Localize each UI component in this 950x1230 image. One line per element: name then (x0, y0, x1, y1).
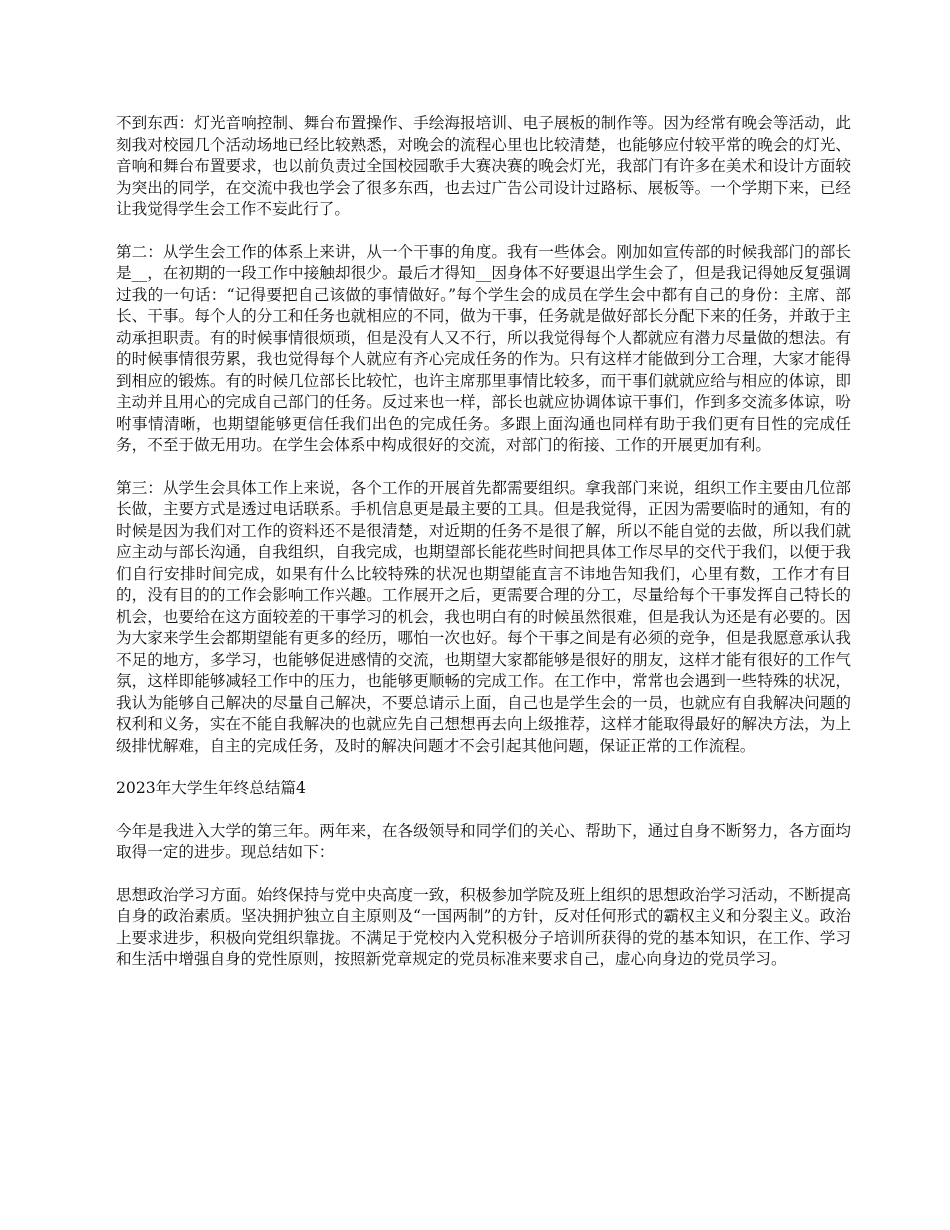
paragraph-third-year-intro: 今年是我进入大学的第三年。两年来，在各级领导和同学们的关心、帮助下，通过自身不断努力，各方面均取得一定的进步。现总结如下： (116, 821, 851, 861)
paragraph-third-specific-work: 第三：从学生会具体工作上来说，各个工作的开展首先都需要组织。拿我部门来说，组织工作主要由几位部长做，主要方式是透过电话联系。手机信息更是最主要的工具。但是我觉得，正因为需要临时的通知，有的时候是因为我们对工作的资料还不是很清楚，对近期的任务不是很了解，所以不能自觉的去做，所以我们就应主动与部长沟通，自我组织，自我完成，也期望部长能花些时间把具体工作尽早的交代于我们，以便于我们自行安排时间完成，如果有什么比较特殊的状况也期望能直言不讳地告知我们，心里有数，工作才有目的，没有目的的工作会影响工作兴趣。工作展开之后，更需要合理的分工，尽量给每个干事发挥自己特长的机会，也要给在这方面较差的干事学习的机会，我也明白有的时候虽然很难，但是我认为还是有必要的。因为大家来学生会都期望能有更多的经历，哪怕一次也好。每个干事之间是有必须的竞争，但是我愿意承认我不足的地方，多学习，也能够促进感情的交流，也期望大家都能够是很好的朋友，这样才能有很好的工作气氛，这样即能够减轻工作中的压力，也能够更顺畅的完成工作。在工作中，常常也会遇到一些特殊的状况，我认为能够自己解决的尽量自己解决，不要总请示上面，自己也是学生会的一员，也就应有自我解决问题的权利和义务，实在不能自我解决的也就应先自己想想再去向上级推荐，这样才能取得最好的解决方法，为上级排忧解难，自主的完成任务，及时的解决问题才不会引起其他问题，保证正常的工作流程。 (116, 478, 851, 755)
section-heading: 2023年大学生年终总结篇4 (116, 779, 306, 797)
paragraph-lighting-and-stage-work: 不到东西：灯光音响控制、舞台布置操作、手绘海报培训、电子展板的制作等。因为经常有晚会等活动，此刻我对校园几个活动场地已经比较熟悉，对晚会的流程心里也比较清楚，也能够应付较平常的晚会的灯光、音响和舞台布置要求，也以前负责过全国校园歌手大赛决赛的晚会灯光，我部门有许多在美术和设计方面较为突出的同学，在交流中我也学会了很多东西，也去过广告公司设计过路标、展板等。一个学期下来，已经让我觉得学生会工作不妄此行了。 (116, 114, 851, 218)
paragraph-second-system-perspective: 第二：从学生会工作的体系上来讲，从一个干事的角度。我有一些体会。刚加如宣传部的时候我部门的部长是__，在初期的一段工作中接触却很少。最后才得知__因身体不好要退出学生会了，但是我记得她反复强调过我的一句话：“记得要把自己该做的事情做好。”每个学生会的成员在学生会中都有自己的身份：主席、部长、干事。每个人的分工和任务也就相应的不同，做为干事，任务就是做好部长分配下来的任务，并敢于主动承担职责。有的时候事情很烦琐，但是没有人又不行，所以我觉得每个人都就应有潜力尽量做的想法。有的时候事情很劳累，我也觉得每个人就应有齐心完成任务的作为。只有这样才能做到分工合理，大家才能得到相应的锻炼。有的时候几位部长比较忙，也许主席那里事情比较多，而干事们就就应给与相应的体谅，即主动并且用心的完成自己部门的任务。反过来也一样，部长也就应协调体谅干事们，作到多交流多体谅，吩咐事情清晰，也期望能够更信任我们出色的完成任务。多跟上面沟通也同样有助于我们更有目性的完成任务，不至于做无用功。在学生会体系中构成很好的交流，对部门的衔接、工作的开展更加有利。 (116, 242, 851, 454)
document-page (116, 113, 851, 992)
paragraph-political-study: 思想政治学习方面。始终保持与党中央高度一致，积极参加学院及班上组织的思想政治学习活动，不断提高自身的政治素质。坚决拥护独立自主原则及“一国两制”的方针，反对任何形式的霸权主义和分裂主义。政治上要求进步，积极向党组织靠拢。不满足于党校内入党积极分子培训所获得的党的基本知识，在工作、学习和生活中增强自身的党性原则，按照新党章规定的党员标准来要求自己，虚心向身边的党员学习。 (116, 885, 851, 968)
